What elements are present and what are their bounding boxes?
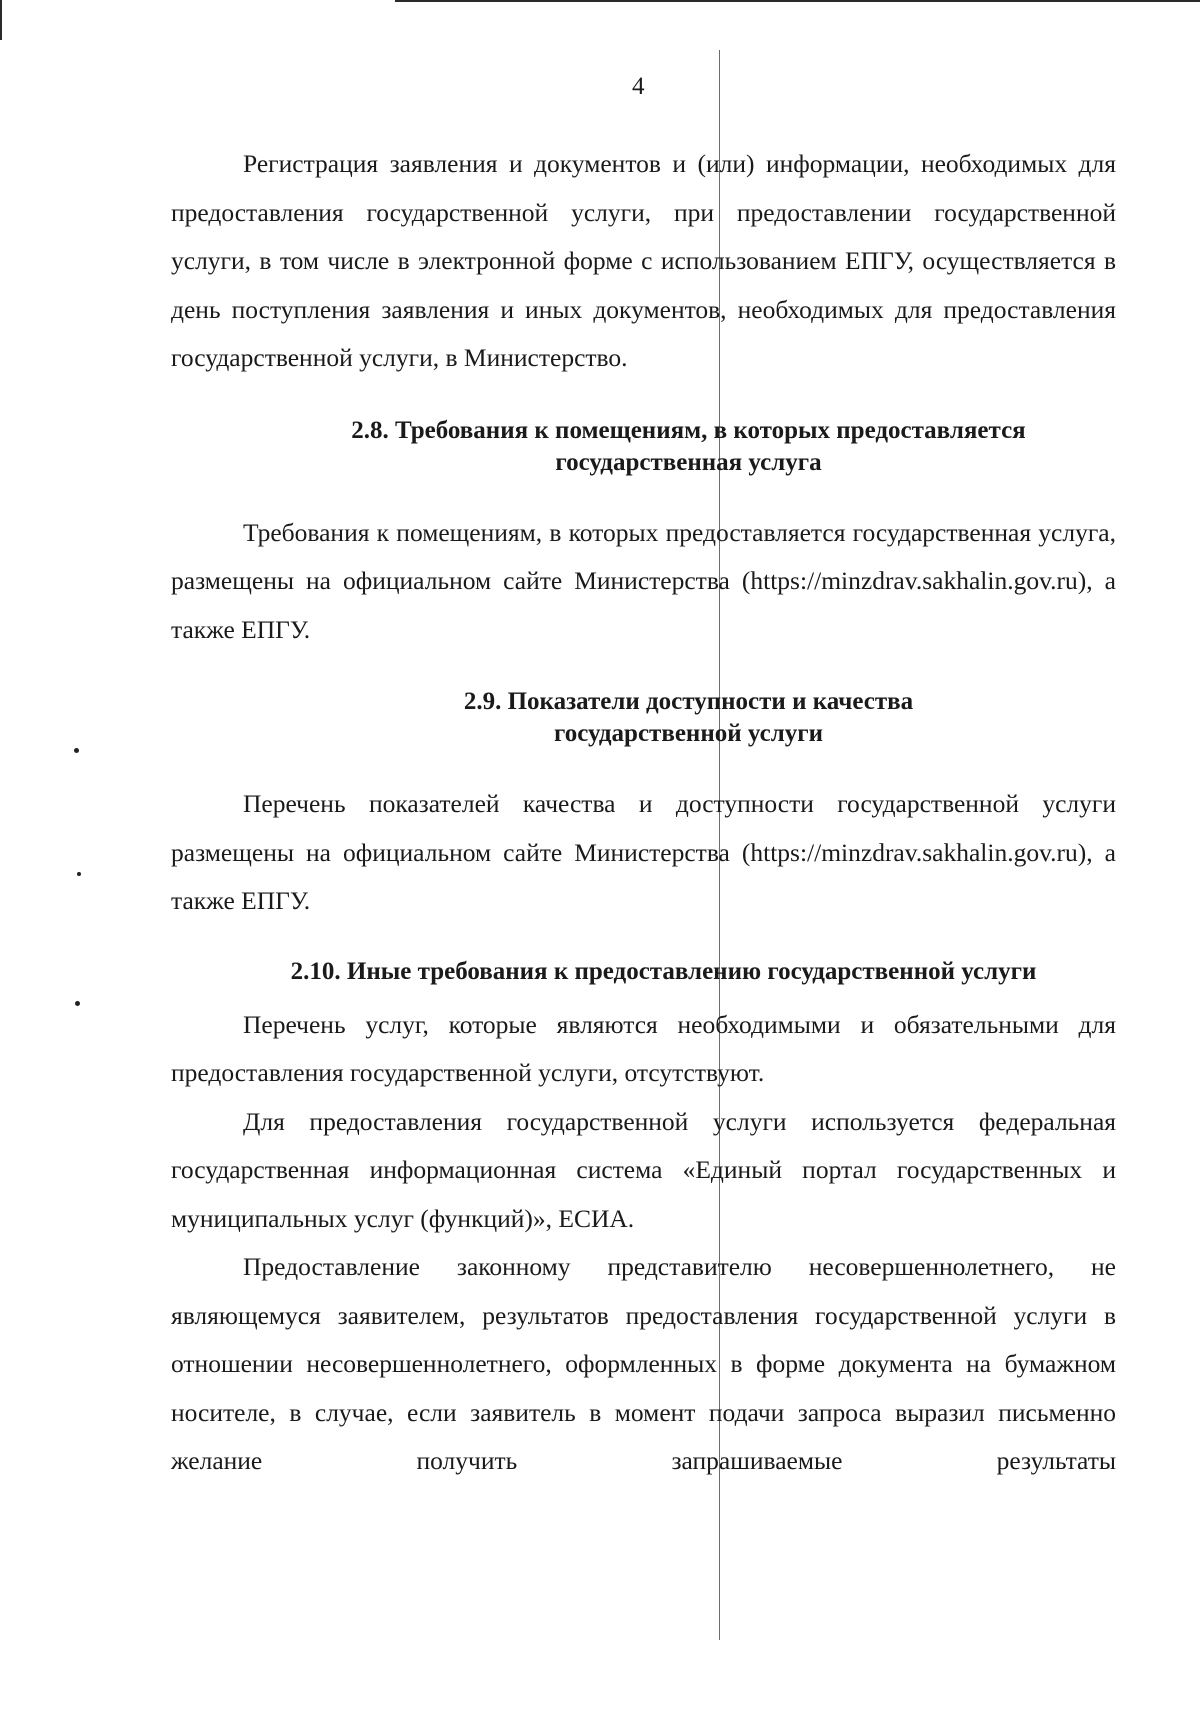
paragraph-information-system: Для предоставления государственной услуги используется федеральная государственная информационная система «Единый портал государственных и муниципальных услуг (функций)», ЕСИА. (171, 1106, 1116, 1233)
section-heading-line: государственная услуга (555, 448, 822, 476)
paragraph-premises-requirements: Требования к помещениям, в которых предоставляется государственная услуга, размещены на официальном сайте Министерства (https://minzdrav.sakhalin.gov.ru), а также ЕПГУ. (171, 517, 1116, 644)
scan-speck (75, 1001, 80, 1006)
section-heading-line: 2.9. Показатели доступности и качества (463, 688, 914, 715)
scan-speck (77, 872, 81, 876)
scan-border-top (395, 0, 1200, 2)
section-heading-line: государственной услуги (553, 720, 824, 747)
section-heading-2-8 (171, 415, 1116, 479)
page-number: 4 (632, 73, 645, 100)
section-heading-line: 2.10. Иные требования к предоставлению государственной услуги (290, 957, 1037, 985)
paragraph-legal-representative: Предоставление законному представителю несовершеннолетнего, не являющемуся заявителем, результатов предоставления государственной услуги в отношении несовершеннолетнего, оформленных в форме документа на бумажном носителе, в случае, если заявитель в момент подачи запроса выразил письменно желание получить запрашиваемые результаты (171, 1252, 1116, 1475)
scan-speck (74, 748, 79, 753)
paragraph-registration: Регистрация заявления и документов и (или) информации, необходимых для предоставления государственной услуги, при предоставлении государственной услуги, в том числе в электронной форме с использованием ЕПГУ, осуществляется в день поступления заявления и иных документов, необходимых для предоставления государственной услуги, в Министерство. (171, 149, 1116, 372)
paragraph-quality-indicators: Перечень показателей качества и доступности государственной услуги размещены на официальном сайте Министерства (https://minzdrav.sakhalin.gov.ru), а также ЕПГУ. (171, 789, 1116, 915)
paragraph-required-services: Перечень услуг, которые являются необходимыми и обязательными для предоставления государственной услуги, отсутствуют. (171, 1009, 1116, 1087)
scan-border-left (0, 0, 2, 40)
section-heading-2-9 (171, 686, 1116, 750)
section-heading-2-10 (171, 956, 1116, 988)
document-body (171, 140, 1116, 1486)
section-heading-line: 2.8. Требования к помещениям, в которых предоставляется (351, 416, 1026, 444)
